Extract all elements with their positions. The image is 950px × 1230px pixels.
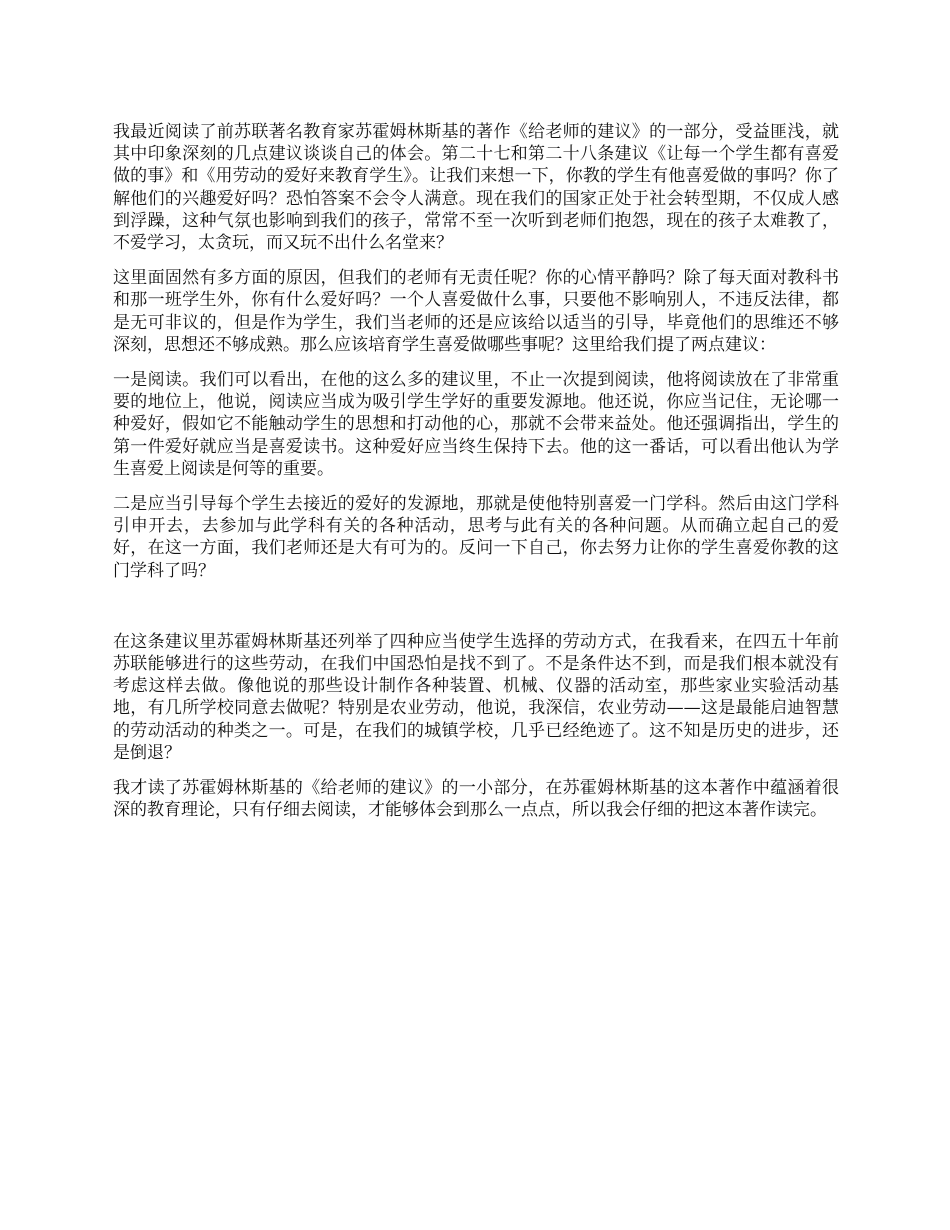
paragraph-2: 这里面固然有多方面的原因，但我们的老师有无责任呢？你的心情平静吗？除了每天面对教科书和那一班学生外，你有什么爱好吗？一个人喜爱做什么事，只要他不影响别人，不违反法律，都是无可非议的，但是作为学生，我们当老师的还是应该给以适当的引导，毕竟他们的思维还不够深刻，思想还不够成熟。那么应该培育学生喜爱做哪些事呢？这里给我们提了两点建议：: [113, 268, 839, 355]
paragraph-3: 一是阅读。我们可以看出，在他的这么多的建议里，不止一次提到阅读，他将阅读放在了非常重要的地位上，他说，阅读应当成为吸引学生学好的重要发源地。他还说，你应当记住，无论哪一种爱好，假如它不能触动学生的思想和打动他的心，那就不会带来益处。他还强调指出，学生的第一件爱好就应当是喜爱读书。这种爱好应当终生保持下去。他的这一番话，可以看出他认为学生喜爱上阅读是何等的重要。: [113, 370, 839, 479]
paragraph-1: 我最近阅读了前苏联著名教育家苏霍姆林斯基的著作《给老师的建议》的一部分，受益匪浅，就其中印象深刻的几点建议谈谈自己的体会。第二十七和第二十八条建议《让每一个学生都有喜爱做的事》和《用劳动的爱好来教育学生》。让我们来想一下，你教的学生有他喜爱做的事吗？你了解他们的兴趣爱好吗？恐怕答案不会令人满意。现在我们的国家正处于社会转型期，不仅成人感到浮躁，这种气氛也影响到我们的孩子，常常不至一次听到老师们抱怨，现在的孩子太难教了，不爱学习，太贪玩，而又玩不出什么名堂来？: [113, 122, 839, 254]
paragraph-6: 我才读了苏霍姆林斯基的《给老师的建议》的一小部分，在苏霍姆林斯基的这本著作中蕴涵着很深的教育理论，只有仔细去阅读，才能够体会到那么一点点，所以我会仔细的把这本著作读完。: [113, 778, 839, 821]
paragraph-4: 二是应当引导每个学生去接近的爱好的发源地，那就是使他特别喜爱一门学科。然后由这门学科引申开去，去参加与此学科有关的各种活动，思考与此有关的各种问题。从而确立起自己的爱好，在这一方面，我们老师还是大有可为的。反问一下自己，你去努力让你的学生喜爱你教的这门学科了吗？: [113, 494, 839, 581]
paragraph-gap: [113, 595, 839, 631]
document-body: [113, 121, 839, 834]
paragraph-5: 在这条建议里苏霍姆林斯基还列举了四种应当使学生选择的劳动方式，在我看来，在四五十年前苏联能够进行的这些劳动，在我们中国恐怕是找不到了。不是条件达不到，而是我们根本就没有考虑这样去做。像他说的那些设计制作各种装置、机械、仪器的活动室，那些家业实验活动基地，有几所学校同意去做呢？特别是农业劳动，他说，我深信，农业劳动——这是最能启迪智慧的劳动活动的种类之一。可是，在我们的城镇学校，几乎已经绝迹了。这不知是历史的进步，还是倒退？: [113, 631, 839, 763]
